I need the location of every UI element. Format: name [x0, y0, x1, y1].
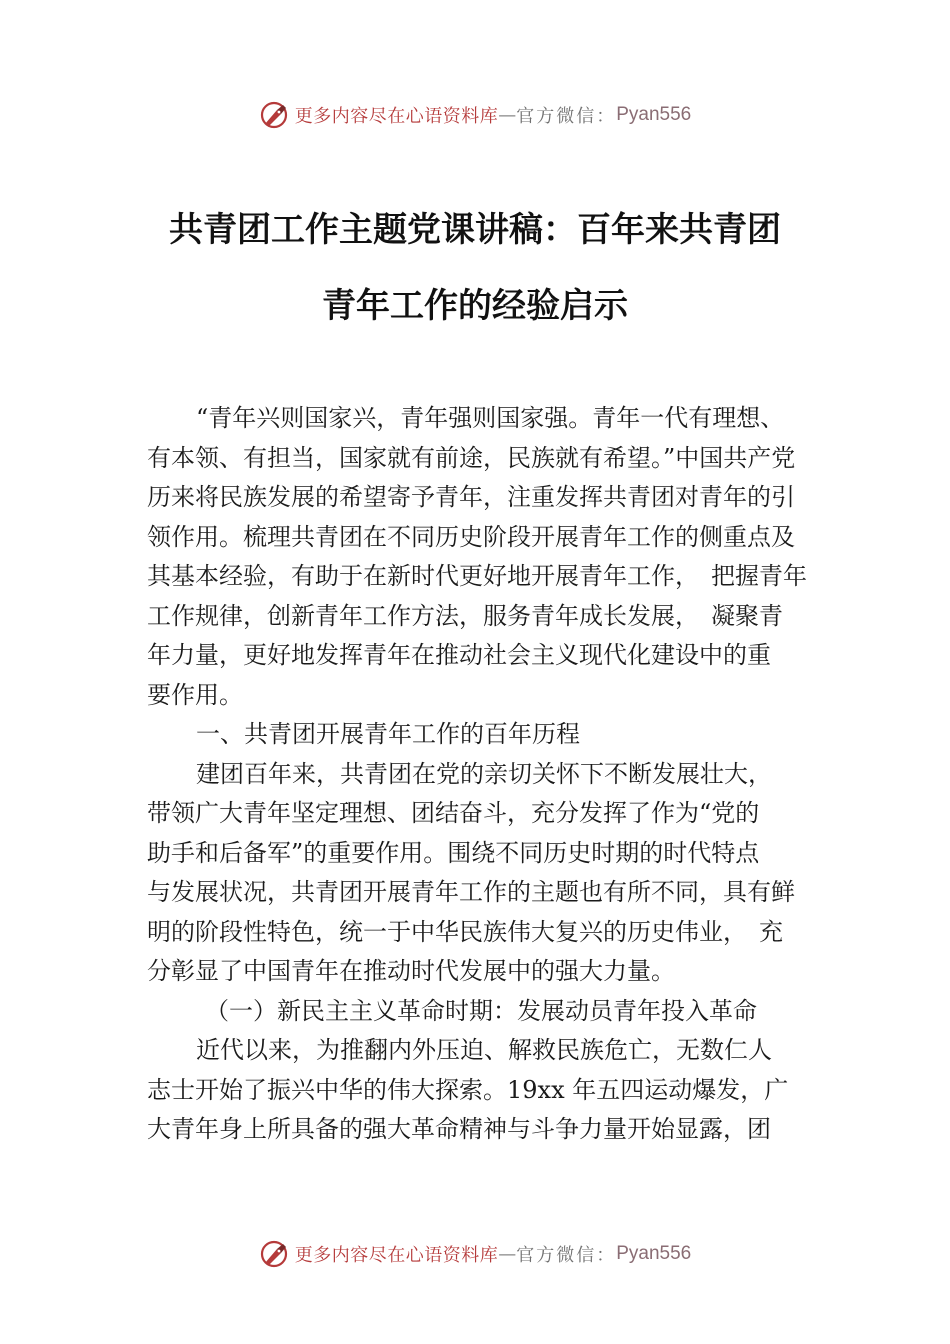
paragraph-line: 志士开始了振兴中华的伟大探索。19xx 年五四运动爆发，广: [147, 1075, 789, 1104]
document-title-line-2: 青年工作的经验启示: [322, 286, 628, 326]
paragraph-line: 领作用。梳理共青团在不同历史阶段开展青年工作的侧重点及: [147, 522, 795, 551]
watermark-text: 更多内容尽在心语资料库: [294, 106, 499, 127]
watermark-text: 更多内容尽在心语资料库: [294, 1245, 499, 1266]
watermark-label: 官方微信：: [516, 1245, 617, 1266]
paragraph-line: 助手和后备军”的重要作用。围绕不同历史时期的时代特点: [147, 838, 760, 867]
paragraph-line: 近代以来，为推翻内外压迫、解救民族危亡，无数仁人: [196, 1036, 772, 1064]
document-body: [147, 399, 822, 1150]
section-heading: 一、共青团开展青年工作的百年历程: [196, 720, 580, 748]
watermark-wechat-id: Pyan556: [616, 1243, 692, 1264]
paragraph-line: 其基本经验，有助于在新时代更好地开展青年工作， 把握青年: [147, 562, 807, 590]
paragraph-line: 年力量，更好地发挥青年在推动社会主义现代化建设中的重: [147, 641, 771, 669]
paragraph-line: 历来将民族发展的希望寄予青年，注重发挥共青团对青年的引: [147, 483, 795, 511]
paragraph-line: 与发展状况，共青团开展青年工作的主题也有所不同，具有鲜: [147, 878, 795, 906]
paragraph-line: 带领广大青年坚定理想、团结奋斗，充分发挥了作为“党的: [147, 799, 760, 827]
watermark-header: [0, 95, 950, 135]
watermark-dash: —: [498, 1243, 517, 1265]
paragraph-line: 分彰显了中国青年在推动时代发展中的强大力量。: [147, 957, 675, 985]
watermark-wechat-id: Pyan556: [616, 104, 692, 125]
paragraph-line: 明的阶段性特色，统一于中华民族伟大复兴的历史伟业， 充: [147, 917, 783, 946]
watermark-label: 官方微信：: [516, 106, 617, 127]
paragraph-line: 要作用。: [147, 680, 243, 709]
document-title-line-1: 共青团工作主题党课讲稿：百年来共青团: [169, 210, 781, 250]
paragraph-line: “青年兴则国家兴，青年强则国家强。青年一代有理想、: [196, 404, 785, 432]
watermark-dash: —: [498, 104, 517, 126]
paragraph-line: 大青年身上所具备的强大革命精神与斗争力量开始显露，团: [147, 1115, 771, 1143]
watermark-footer: [0, 1234, 950, 1274]
subsection-heading: （一）新民主主义革命时期：发展动员青年投入革命: [205, 996, 757, 1025]
pen-nib-logo-icon: [259, 100, 289, 130]
paragraph-line: 有本领、有担当，国家就有前途，民族就有希望。”中国共产党: [147, 443, 796, 472]
pen-nib-logo-icon: [259, 1239, 289, 1269]
paragraph-line: 工作规律，创新青年工作方法，服务青年成长发展， 凝聚青: [147, 601, 783, 630]
paragraph-line: 建团百年来，共青团在党的亲切关怀下不断发展壮大，: [196, 759, 772, 788]
